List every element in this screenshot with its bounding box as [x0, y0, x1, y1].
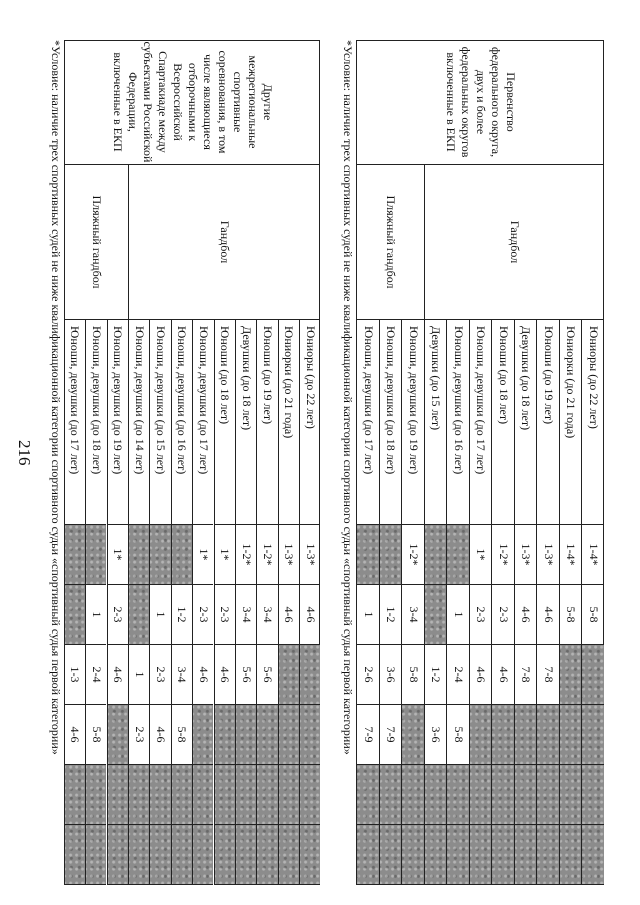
- table-interregional-competitions: [64, 40, 321, 850]
- category-cell: Юноши, девушки (до 17 лет): [469, 320, 492, 525]
- category-cell: Девушки (до 18 лет): [235, 320, 256, 525]
- shaded-cell: [299, 645, 320, 705]
- value-cell: 1-3*: [514, 525, 537, 585]
- footnote-1: *Условие: наличие трех спортивных судей не ниже квалификационной категории спортивного судьи «спортивный судья первой категории»: [341, 40, 356, 755]
- value-cell: 5-6: [235, 645, 256, 705]
- event-name: Другие межрегиональные спортивные соревнования, в том числе являющиеся отборочными к Всероссийской Спартакиаде между субъектами Российской Федерации, включенные в ЕКП: [64, 40, 321, 165]
- discipline-name: Пляжный гандбол: [64, 165, 128, 320]
- category-cell: Юноши (до 19 лет): [537, 320, 560, 525]
- category-cell: Юниорки (до 21 года): [559, 320, 582, 525]
- value-cell: 7-9: [379, 705, 402, 765]
- category-cell: Юноши, девушки (до 18 лет): [379, 320, 402, 525]
- shaded-cell: [559, 645, 582, 705]
- value-cell: 5-8: [559, 585, 582, 645]
- category-cell: Девушки (до 18 лет): [514, 320, 537, 525]
- table-federal-district-championship: [357, 40, 605, 850]
- value-cell: 1-3*: [537, 525, 560, 585]
- value-cell: 4-6: [299, 585, 320, 645]
- shaded-cell: [582, 765, 605, 825]
- shaded-cell: [107, 765, 128, 825]
- value-cell: 1-4*: [582, 525, 605, 585]
- shaded-cell: [235, 705, 256, 765]
- shaded-cell: [469, 705, 492, 765]
- value-cell: 1*: [192, 525, 213, 585]
- value-cell: 2-3: [214, 585, 235, 645]
- value-cell: 1: [357, 585, 380, 645]
- shaded-cell: [537, 765, 560, 825]
- shaded-cell: [149, 525, 170, 585]
- footnote-2: *Условие: наличие трех спортивных судей не ниже квалификационной категории спортивного судьи «спортивный судья первой категории»: [48, 40, 63, 755]
- value-cell: 1*: [107, 525, 128, 585]
- shaded-cell: [424, 765, 447, 825]
- category-cell: Юноши, девушки (до 15 лет): [149, 320, 170, 525]
- shaded-cell: [447, 765, 470, 825]
- category-cell: Юниорки (до 21 года): [278, 320, 299, 525]
- shaded-cell: [192, 765, 213, 825]
- value-cell: 4-6: [214, 645, 235, 705]
- value-cell: 2-3: [149, 645, 170, 705]
- shaded-cell: [447, 825, 470, 885]
- shaded-cell: [357, 765, 380, 825]
- category-cell: Юноши, девушки (до 17 лет): [192, 320, 213, 525]
- value-cell: 5-8: [582, 585, 605, 645]
- shaded-cell: [582, 825, 605, 885]
- shaded-cell: [379, 525, 402, 585]
- shaded-cell: [537, 705, 560, 765]
- shaded-cell: [214, 825, 235, 885]
- value-cell: 5-6: [256, 645, 277, 705]
- value-cell: 1-3*: [278, 525, 299, 585]
- value-cell: 1: [85, 585, 106, 645]
- discipline-name: Гандбол: [128, 165, 321, 320]
- category-cell: Юниоры (до 22 лет): [299, 320, 320, 525]
- category-cell: Юноши, девушки (до 17 лет): [64, 320, 85, 525]
- shaded-cell: [171, 825, 192, 885]
- value-cell: 3-4: [235, 585, 256, 645]
- shaded-cell: [357, 825, 380, 885]
- shaded-cell: [171, 525, 192, 585]
- shaded-cell: [64, 585, 85, 645]
- shaded-cell: [235, 825, 256, 885]
- shaded-cell: [299, 765, 320, 825]
- shaded-cell: [85, 825, 106, 885]
- value-cell: 1-2*: [492, 525, 515, 585]
- shaded-cell: [514, 705, 537, 765]
- shaded-cell: [278, 705, 299, 765]
- shaded-cell: [214, 765, 235, 825]
- shaded-cell: [256, 825, 277, 885]
- shaded-cell: [447, 525, 470, 585]
- discipline-name: Гандбол: [424, 165, 604, 320]
- shaded-cell: [278, 645, 299, 705]
- value-cell: 4-6: [192, 645, 213, 705]
- shaded-cell: [128, 825, 149, 885]
- value-cell: 4-6: [537, 585, 560, 645]
- shaded-cell: [256, 765, 277, 825]
- value-cell: 2-3: [128, 705, 149, 765]
- shaded-cell: [278, 825, 299, 885]
- value-cell: 2-3: [469, 585, 492, 645]
- shaded-cell: [278, 765, 299, 825]
- shaded-cell: [402, 765, 425, 825]
- category-cell: Юноши, девушки (до 19 лет): [107, 320, 128, 525]
- value-cell: 2-4: [85, 645, 106, 705]
- value-cell: 1-2*: [235, 525, 256, 585]
- shaded-cell: [559, 705, 582, 765]
- shaded-cell: [469, 825, 492, 885]
- value-cell: 4-6: [514, 585, 537, 645]
- shaded-cell: [582, 705, 605, 765]
- category-cell: Девушки (до 15 лет): [424, 320, 447, 525]
- value-cell: 5-8: [402, 645, 425, 705]
- category-cell: Юноши, девушки (до 18 лет): [85, 320, 106, 525]
- shaded-cell: [149, 825, 170, 885]
- shaded-cell: [85, 765, 106, 825]
- value-cell: 4-6: [492, 645, 515, 705]
- value-cell: 3-4: [171, 645, 192, 705]
- value-cell: 7-8: [537, 645, 560, 705]
- shaded-cell: [64, 525, 85, 585]
- shaded-cell: [299, 825, 320, 885]
- shaded-cell: [128, 585, 149, 645]
- shaded-cell: [379, 825, 402, 885]
- shaded-cell: [469, 765, 492, 825]
- shaded-cell: [492, 765, 515, 825]
- category-cell: Юноши, девушки (до 17 лет): [357, 320, 380, 525]
- value-cell: 1-2*: [256, 525, 277, 585]
- category-cell: Юноши (до 19 лет): [256, 320, 277, 525]
- value-cell: 2-3: [192, 585, 213, 645]
- category-cell: Юниоры (до 22 лет): [582, 320, 605, 525]
- category-cell: Юноши, девушки (до 16 лет): [171, 320, 192, 525]
- shaded-cell: [256, 705, 277, 765]
- shaded-cell: [149, 765, 170, 825]
- value-cell: 1*: [469, 525, 492, 585]
- shaded-cell: [379, 765, 402, 825]
- shaded-cell: [235, 765, 256, 825]
- value-cell: 1: [128, 645, 149, 705]
- shaded-cell: [107, 705, 128, 765]
- shaded-cell: [559, 825, 582, 885]
- value-cell: 5-8: [85, 705, 106, 765]
- shaded-cell: [64, 765, 85, 825]
- value-cell: 1-4*: [559, 525, 582, 585]
- value-cell: 1-3: [64, 645, 85, 705]
- value-cell: 1: [447, 585, 470, 645]
- value-cell: 1-3*: [299, 525, 320, 585]
- value-cell: 7-9: [357, 705, 380, 765]
- shaded-cell: [85, 525, 106, 585]
- value-cell: 4-6: [278, 585, 299, 645]
- value-cell: 2-3: [492, 585, 515, 645]
- value-cell: 4-6: [149, 705, 170, 765]
- shaded-cell: [402, 705, 425, 765]
- shaded-cell: [357, 525, 380, 585]
- shaded-cell: [128, 765, 149, 825]
- shaded-cell: [582, 645, 605, 705]
- shaded-cell: [214, 705, 235, 765]
- shaded-cell: [424, 525, 447, 585]
- value-cell: 1-2: [379, 585, 402, 645]
- value-cell: 5-8: [171, 705, 192, 765]
- shaded-cell: [192, 705, 213, 765]
- page-number: 216: [15, 440, 34, 466]
- shaded-cell: [299, 705, 320, 765]
- shaded-cell: [107, 825, 128, 885]
- category-cell: Юноши, девушки (до 16 лет): [447, 320, 470, 525]
- shaded-cell: [402, 825, 425, 885]
- shaded-cell: [128, 525, 149, 585]
- shaded-cell: [492, 705, 515, 765]
- event-name: Первенство федерального округа, двух и более федеральных округов включенные в ЕКП: [357, 40, 605, 165]
- value-cell: 4-6: [107, 645, 128, 705]
- value-cell: 2-4: [447, 645, 470, 705]
- value-cell: 1-2: [424, 645, 447, 705]
- value-cell: 4-6: [469, 645, 492, 705]
- value-cell: 5-8: [447, 705, 470, 765]
- value-cell: 1-2*: [402, 525, 425, 585]
- value-cell: 3-6: [424, 705, 447, 765]
- category-cell: Юноши, девушки (до 14 лет): [128, 320, 149, 525]
- shaded-cell: [171, 765, 192, 825]
- category-cell: Юноши, девушки (до 19 лет): [402, 320, 425, 525]
- value-cell: 3-4: [256, 585, 277, 645]
- shaded-cell: [64, 825, 85, 885]
- category-cell: Юноши (до 18 лет): [492, 320, 515, 525]
- value-cell: 4-6: [64, 705, 85, 765]
- shaded-cell: [192, 825, 213, 885]
- value-cell: 3-4: [402, 585, 425, 645]
- value-cell: 2-3: [107, 585, 128, 645]
- value-cell: 2-6: [357, 645, 380, 705]
- shaded-cell: [514, 825, 537, 885]
- category-cell: Юноши (до 18 лет): [214, 320, 235, 525]
- discipline-name: Пляжный гандбол: [357, 165, 425, 320]
- value-cell: 7-8: [514, 645, 537, 705]
- shaded-cell: [559, 765, 582, 825]
- shaded-cell: [537, 825, 560, 885]
- shaded-cell: [424, 825, 447, 885]
- shaded-cell: [492, 825, 515, 885]
- value-cell: 1: [149, 585, 170, 645]
- value-cell: 3-6: [379, 645, 402, 705]
- shaded-cell: [514, 765, 537, 825]
- shaded-cell: [424, 585, 447, 645]
- value-cell: 1-2: [171, 585, 192, 645]
- value-cell: 1*: [214, 525, 235, 585]
